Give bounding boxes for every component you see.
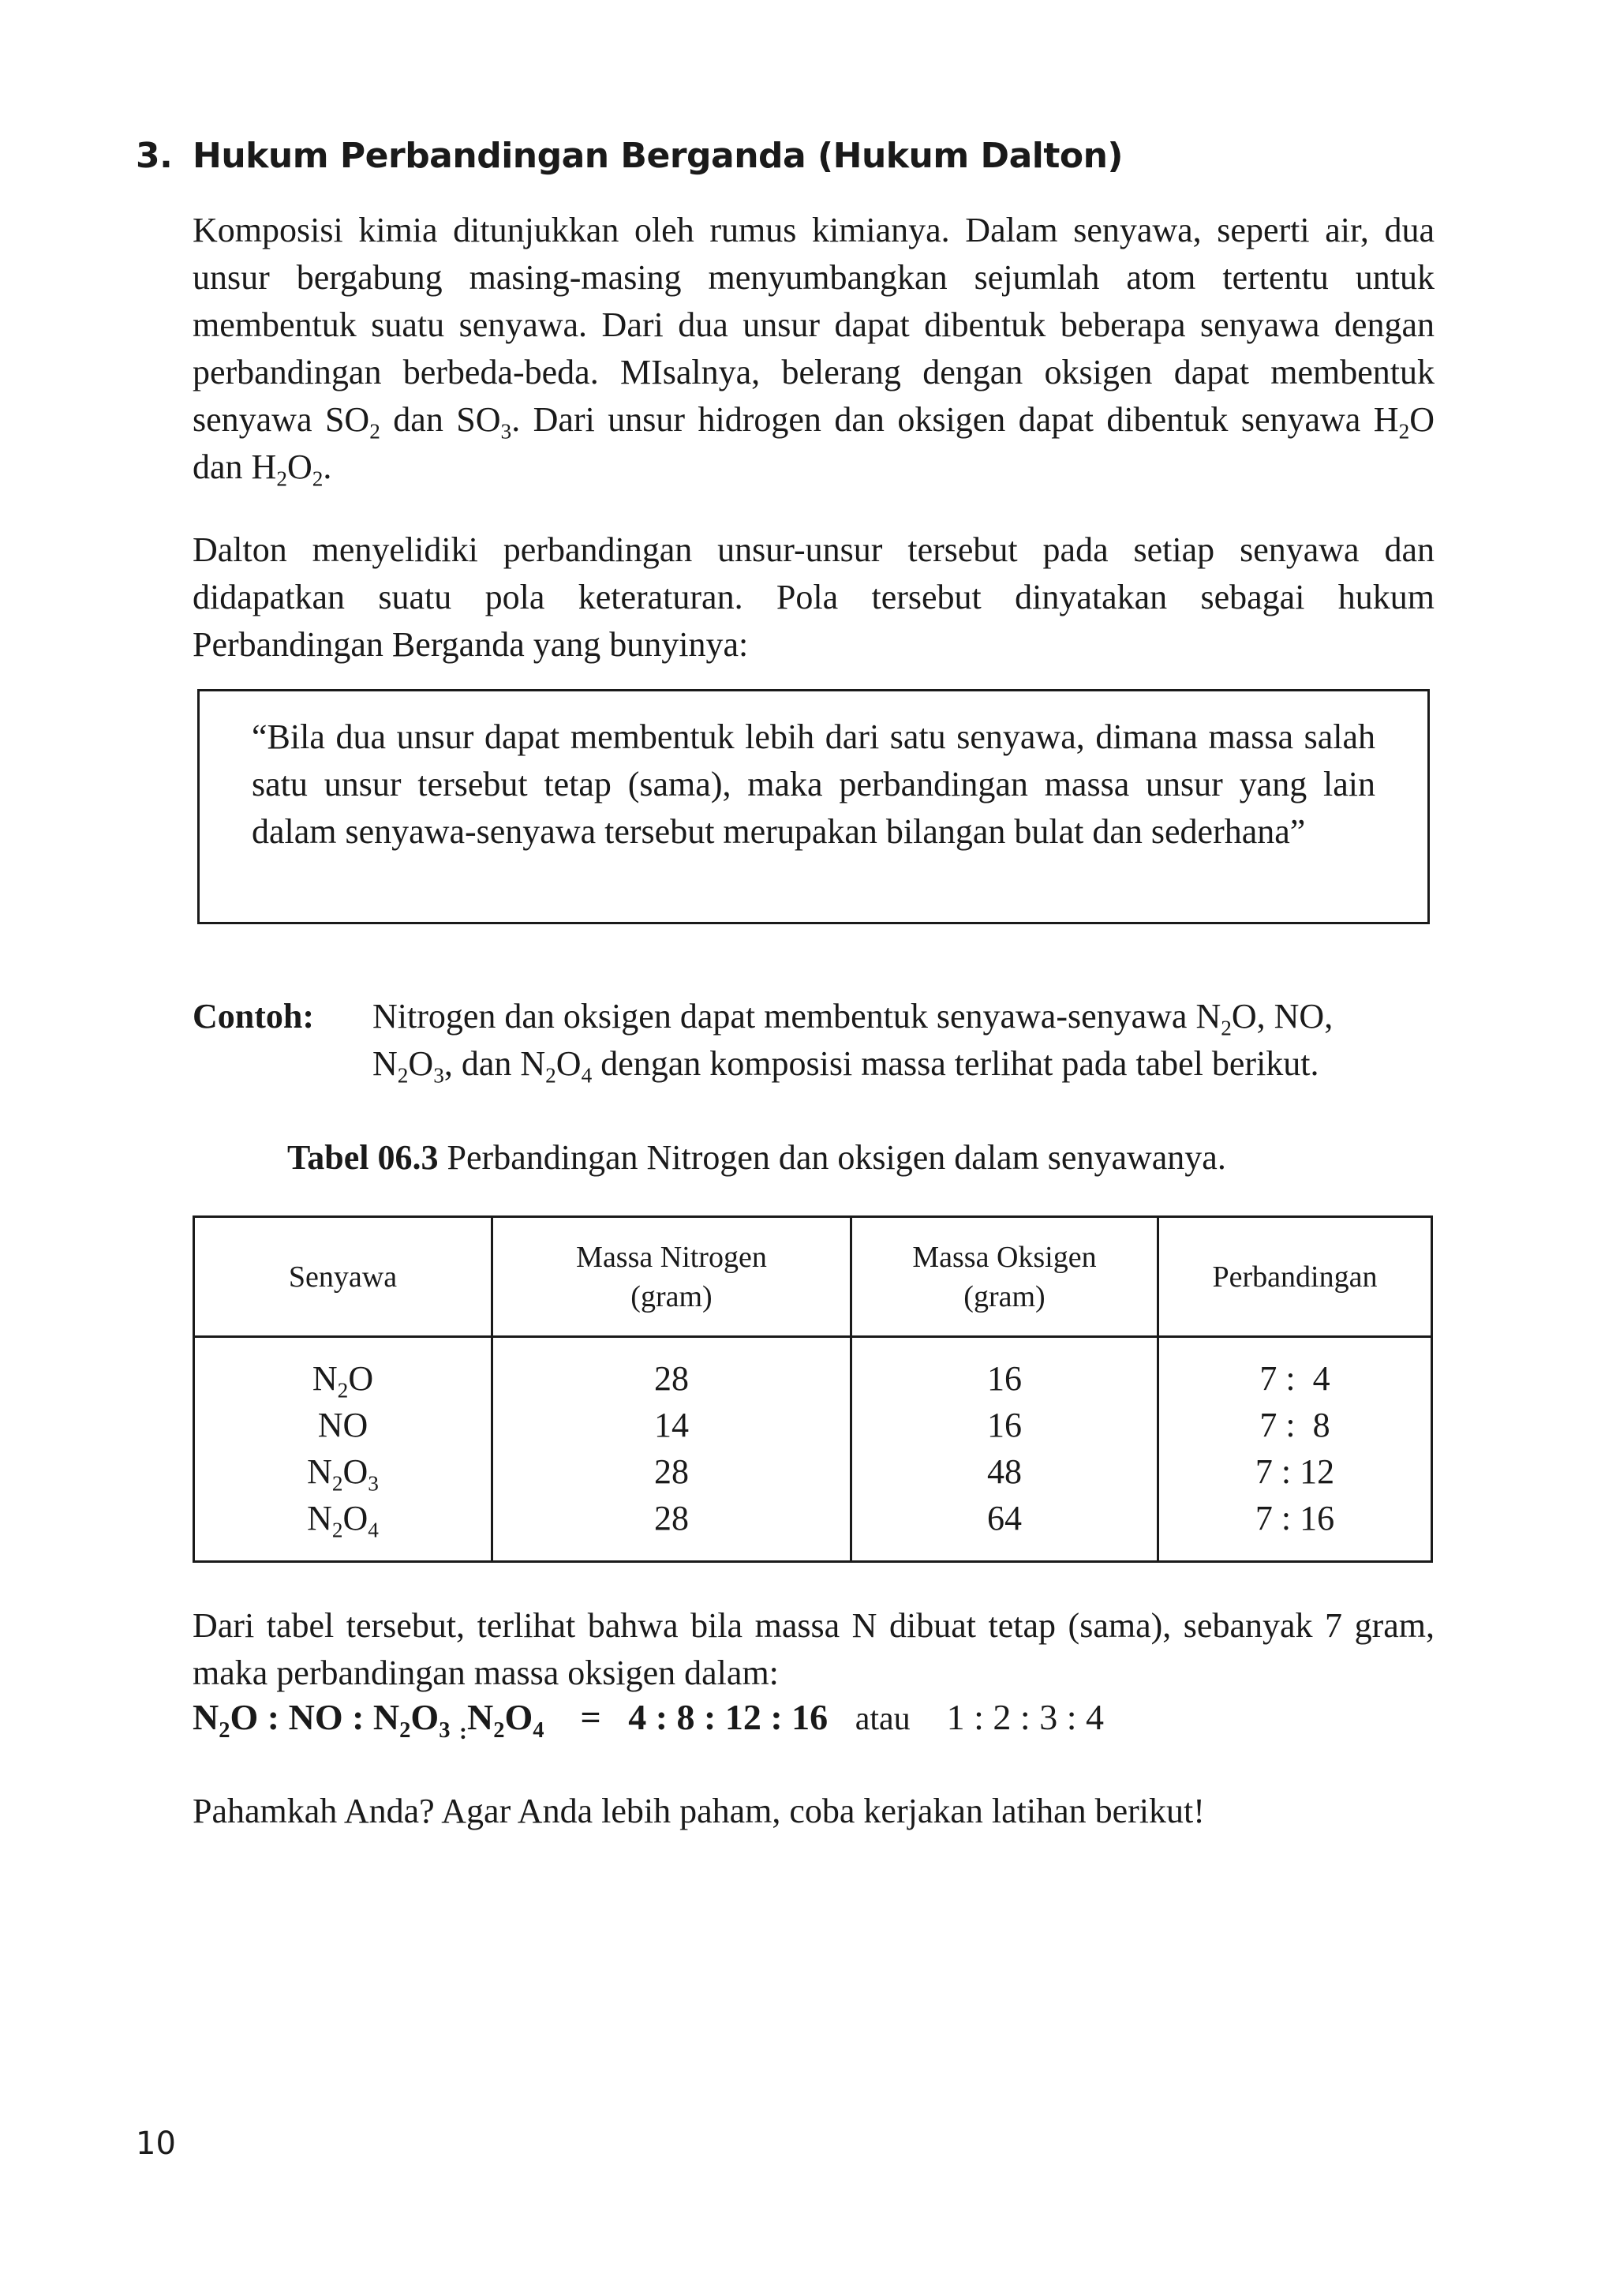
compound-no <box>195 1402 491 1448</box>
column-perbandingan <box>1158 1337 1432 1562</box>
text: dan <box>380 400 457 439</box>
formula-so3: SO <box>456 400 501 439</box>
paragraph-conclusion: Dari tabel tersebut, terlihat bahwa bila massa N dibuat tetap (sama), sebanyak 7 gram, maka perbandingan massa oksigen dalam: <box>193 1606 1435 1692</box>
subscript: 4 <box>533 1717 544 1743</box>
text: O <box>556 1044 582 1083</box>
subscript: 3 <box>439 1717 451 1743</box>
subscript: 2 <box>1221 1016 1232 1040</box>
header-senyawa: Senyawa <box>194 1217 492 1337</box>
compound-n2o <box>195 1355 491 1402</box>
subscript: 2 <box>312 466 324 491</box>
symbol: : <box>458 1718 467 1744</box>
symbol: O <box>504 1697 533 1737</box>
subscript: 2 <box>337 1378 349 1403</box>
text: O <box>408 1044 434 1083</box>
text: O <box>1409 400 1435 439</box>
symbol: N <box>312 1359 338 1398</box>
subscript: 2 <box>545 1063 556 1088</box>
subscript: 2 <box>219 1717 230 1743</box>
compound-n2o4 <box>195 1495 491 1541</box>
subscript: 2 <box>399 1717 411 1743</box>
subscript: 2 <box>397 1063 409 1088</box>
symbol: O <box>342 1452 368 1491</box>
section-heading <box>136 136 1123 176</box>
subscript: 2 <box>369 419 380 444</box>
subscript: 2 <box>331 1471 343 1496</box>
text: , dan N <box>443 1044 546 1083</box>
subscript: 2 <box>276 466 287 491</box>
section-number: 3. <box>136 136 173 176</box>
text: Nitrogen dan oksigen dapat membentuk senyawa-senyawa N <box>372 997 1221 1036</box>
header-perbandingan: Perbandingan <box>1158 1217 1432 1337</box>
symbol: O <box>410 1697 440 1737</box>
text: dengan komposisi massa terlihat pada tabel berikut. <box>592 1044 1319 1083</box>
symbol: O <box>348 1359 374 1398</box>
header-unit: (gram) <box>630 1279 713 1313</box>
text: . Dari unsur hidrogen dan oksigen dapat dibentuk senyawa <box>511 400 1374 439</box>
table-caption <box>287 1134 1226 1182</box>
compound-ratio-table <box>193 1215 1433 1563</box>
subscript: 3 <box>500 419 512 444</box>
text: Komposisi kimia ditunjukkan oleh rumus kimianya. Dalam senyawa, seperti air, dua unsur bergabung masing-masing menyumbangkan sejumlah atom tertentu untuk membentuk suatu senyawa. Dari dua unsur dapat dibentuk beberapa senyawa dengan perbandingan berbeda-beda. MIsalnya, belerang dengan oksigen dapat membentuk senyawa <box>193 211 1435 439</box>
subscript: 4 <box>581 1063 593 1088</box>
symbol: O <box>342 1499 368 1538</box>
header-massa-oksigen <box>851 1217 1158 1337</box>
cell-value: 16 <box>987 1406 1022 1444</box>
formula-atau: atau <box>855 1701 911 1737</box>
column-senyawa <box>194 1337 492 1562</box>
cell-value: 28 <box>654 1499 689 1538</box>
page-number: 10 <box>136 2126 176 2162</box>
section-title: Hukum Perbandingan Berganda (Hukum Dalton) <box>193 136 1124 176</box>
text: dan <box>193 448 252 486</box>
symbol: O : NO : N <box>230 1697 400 1737</box>
header-unit: (gram) <box>963 1279 1046 1313</box>
subscript: 2 <box>1398 419 1410 444</box>
cell-value: 16 <box>987 1359 1022 1398</box>
formula-equals: = <box>580 1697 601 1737</box>
subscript: 2 <box>493 1717 505 1743</box>
table-body-row <box>194 1337 1432 1562</box>
column-massa-oksigen <box>851 1337 1158 1562</box>
subscript: 2 <box>331 1518 343 1542</box>
example-text <box>372 993 1436 1088</box>
cell-value: 64 <box>987 1499 1022 1538</box>
ratio-formula <box>193 1694 1104 1755</box>
paragraph-closing: Pahamkah Anda? Agar Anda lebih paham, coba kerjakan latihan berikut! <box>193 1792 1205 1830</box>
example-label: Contoh: <box>193 997 315 1036</box>
symbol: NO <box>317 1406 368 1444</box>
subscript: 3 <box>433 1063 444 1088</box>
subscript: 3 <box>368 1471 379 1496</box>
formula-lhs <box>193 1697 544 1744</box>
text: N <box>372 1044 398 1083</box>
symbol: N <box>307 1452 332 1491</box>
cell-value: 7 : 8 <box>1259 1406 1330 1444</box>
paragraph-composition <box>193 207 1435 491</box>
text: O, NO, <box>1231 997 1334 1036</box>
cell-value: 28 <box>654 1359 689 1398</box>
cell-value: 7 : 4 <box>1259 1359 1330 1398</box>
paragraph-dalton: Dalton menyelidiki perbandingan unsur-unsur tersebut pada setiap senyawa dan didapatkan suatu pola keteraturan. Pola tersebut dinyatakan sebagai hukum Perbandingan Berganda yang bunyinya: <box>193 530 1435 664</box>
text: . <box>323 448 332 486</box>
text: O <box>286 448 312 486</box>
cell-value: 48 <box>987 1452 1022 1491</box>
formula-ratio: 4 : 8 : 12 : 16 <box>628 1697 829 1737</box>
column-massa-nitrogen <box>492 1337 851 1562</box>
cell-value: 7 : 16 <box>1255 1499 1335 1538</box>
formula-h2o2: H <box>251 448 277 486</box>
table-header-row <box>194 1217 1432 1337</box>
formula-h2o: H <box>1373 400 1399 439</box>
law-quote-text: “Bila dua unsur dapat membentuk lebih dari satu senyawa, dimana massa salah satu unsur tersebut tetap (sama), maka perbandingan massa unsur yang lain dalam senyawa-senyawa tersebut merupakan bilangan bulat dan sederhana” <box>252 717 1375 851</box>
cell-value: 28 <box>654 1452 689 1491</box>
caption-text: Perbandingan Nitrogen dan oksigen dalam senyawanya. <box>438 1138 1226 1177</box>
formula-so2: SO <box>324 400 370 439</box>
subscript: 4 <box>368 1518 379 1542</box>
cell-value: 14 <box>654 1406 689 1444</box>
header-line: Massa Oksigen <box>912 1240 1097 1274</box>
symbol: N <box>193 1697 219 1737</box>
formula-simple-ratio: 1 : 2 : 3 : 4 <box>946 1697 1104 1737</box>
law-quote-box <box>197 689 1430 924</box>
header-line: Massa Nitrogen <box>576 1240 767 1274</box>
caption-label: Tabel 06.3 <box>287 1138 439 1177</box>
symbol: N <box>307 1499 332 1538</box>
compound-n2o3 <box>195 1448 491 1495</box>
cell-value: 7 : 12 <box>1255 1452 1335 1491</box>
symbol: N <box>466 1697 494 1737</box>
header-massa-nitrogen <box>492 1217 851 1337</box>
